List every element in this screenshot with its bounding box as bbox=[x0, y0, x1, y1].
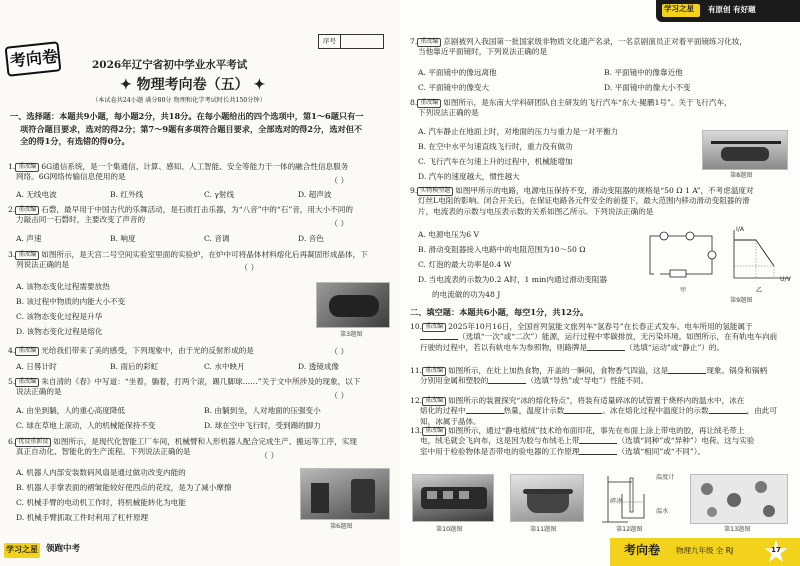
fig9-xlabel: U/V bbox=[780, 276, 791, 283]
q5-answer-paren: （ ） bbox=[330, 391, 349, 400]
question-1: 1. 重改编 6G通信系统，是一个集通信、计算、感知、人工智能、安全等能力于一体的融合性信息服务 网络。6G网络传输信息使用的是 bbox=[8, 162, 349, 182]
figure-13-caption: 第13题图 bbox=[724, 526, 751, 533]
question-6: 6. 优设重新设 如图所示，是现代化智能工厂车间，机械臂和人形机器人配合完成生产、搬运等工序，实现 真正自动化、智能化的生产流程。下列说法正确的是 bbox=[8, 437, 358, 457]
q9-option: A. 电源电压为6 V bbox=[418, 230, 480, 239]
q3-option: A. 该物态变化过程需要放热 bbox=[16, 282, 110, 291]
figure-13-flocked-fabric-image bbox=[690, 474, 788, 524]
q6-answer-paren: （ ） bbox=[260, 451, 279, 460]
q8-option: D. 汽车的速度越大，惯性越大 bbox=[418, 172, 520, 181]
figure-12-caption: 第12题图 bbox=[616, 526, 643, 533]
q7-option: B. 平面镜中的像靠近他 bbox=[604, 68, 683, 77]
q9-option: D. 当电流表的示数为0.2 A时，1 min内通过滑动变阻器 bbox=[418, 275, 608, 284]
figure-10-tram-image bbox=[412, 474, 494, 522]
q6-option: C. 机械手臂的电动机工作时，将机械能转化为电能 bbox=[16, 498, 186, 507]
q4-option: B. 雨后的彩虹 bbox=[110, 362, 159, 371]
q5-option: D. 球在空中飞行时，受到踢的脚力 bbox=[204, 421, 321, 430]
q7-option: C. 平面镜中的像变大 bbox=[418, 83, 490, 92]
question-5: 5. 重改编 朱自清的《春》中写道：“坐着，躺着，打两个滚，踢几脚球……”关于文中所涉及的现象，以下 说法正确的是 bbox=[8, 377, 361, 397]
q6-option: A. 机器人内部安装数码风扇是通过做功改变内能的 bbox=[16, 468, 186, 477]
page-number: 17 bbox=[771, 546, 781, 554]
q5-option: C. 球在草地上滚动，人的机械能保持不变 bbox=[16, 421, 156, 430]
q8-option: B. 在空中水平匀速直线飞行时，重力没有做功 bbox=[418, 142, 573, 151]
q6-option: B. 机器人手掌表面的褶皱能较好使西点的花纹，是为了减小摩擦 bbox=[16, 483, 232, 492]
header-slogan: 有原创 有好题 bbox=[708, 5, 756, 14]
footer-subtitle: 物理九年级 全 RJ bbox=[676, 546, 734, 555]
q3-option: D. 该物态变化过程是熔化 bbox=[16, 327, 103, 336]
question-8: 8. 重改编 如图所示，是东南大学科研团队自主研发的飞行汽车“东大·鲲鹏1号”。关于飞行汽车， 下列说法正确的是 bbox=[410, 98, 732, 118]
exam-note: （本试卷共24小题 满分80分 物理和化学考试时长共150分钟） bbox=[92, 97, 266, 104]
q5-option: B. 由躺到坐，人对地面的压强变小 bbox=[204, 406, 321, 415]
star-icon: ✦ bbox=[120, 77, 137, 93]
fig12-thermometer-label: 温度计 bbox=[656, 474, 675, 481]
right-header bbox=[656, 0, 800, 22]
section1-heading: 一、选择题：本题共9小题，每小题2分，共18分。在每小题给出的四个选项中，第1～6题只有一 项符合题目要求，选对的得2分；第7～9题有多项符合题目要求，全部选对的得2分，选对但不 全的得1分，有选错的得0分。 bbox=[10, 111, 364, 147]
q7-option: A. 平面镜中的像远离他 bbox=[418, 68, 497, 77]
question-2: 2. 重改编 石磬，最早用于中国古代的乐舞活动，是石质打击乐器，为“八音”中的“石”音，用大小不同的 力敲击同一石磬时，主要改变了声音的 bbox=[8, 205, 353, 225]
question-9: 9. 实物模型题 如图甲所示的电路，电源电压保持不变，滑动变阻器的规格是“50 Ω 1 A”，不考虑温度对 灯丝L电阻的影响。闭合开关后，在保证电路各元件安全的前提下，最大范围内移动滑动变阻器的滑 片，电流表的示数与电压表示数的关系如图乙所示。下列说法正确的是 bbox=[410, 186, 754, 216]
q2-answer-paren: （ ） bbox=[330, 219, 349, 228]
q5-option: A. 由坐到躺，人的重心高度降低 bbox=[16, 406, 126, 415]
figure-9-circuit-diagram bbox=[644, 226, 720, 286]
figure-9-caption: 第9题图 bbox=[730, 297, 753, 304]
q3-answer-paren: （ ） bbox=[240, 263, 259, 272]
left-footer bbox=[0, 540, 400, 566]
seat-label: 序号 bbox=[319, 35, 341, 48]
q3-option: C. 该物态变化过程是升华 bbox=[16, 312, 103, 321]
question-3: 3. 重改编 如图所示，是天宫二号空间实验室里面的实验炉，在炉中可将晶体材料熔化后再凝固形成晶体，下 列说法正确的是 bbox=[8, 250, 368, 270]
q4-option: D. 透镜成像 bbox=[298, 362, 340, 371]
fig9-jia-label: 甲 bbox=[680, 287, 687, 294]
q9-option: 的电流做的功为48 J bbox=[432, 290, 501, 299]
section2-heading: 二、填空题：本题共6小题，每空1分，共12分。 bbox=[410, 307, 589, 317]
q4-answer-paren: （ ） bbox=[330, 347, 349, 356]
fig12-water-label: 温水 bbox=[656, 508, 669, 515]
q2-option: A. 声速 bbox=[16, 234, 42, 243]
footer-series: 领跑中考 bbox=[46, 544, 81, 554]
q2-option: B. 响度 bbox=[110, 234, 136, 243]
question-10: 10. 重改编 2025年10月16日，全国首列氢能文旅列车“氢春号”在长春正式发车。电车所用的氢能属于 （选填“一次”或“二次”）能源，运行过程中零碳排放，无污染环境。如图所示，在有轨电车向前 行驶的过程中，若以有轨电车为参照物，则路牌是 （选填“运动”或“静止”）的。 bbox=[410, 322, 778, 352]
question-11: 11. 重改编 如图所示，在灶上加热食物，开盖的一瞬间，食物香气四溢，这是 现象。锅身和锅柄 分别用金属和塑胶的 （选填“导热”或“导电”）性能不同。 bbox=[410, 366, 768, 386]
star-icon: ✦ bbox=[248, 77, 266, 93]
figure-3-caption: 第3题图 bbox=[340, 331, 363, 338]
figure-3-furnace-image bbox=[316, 282, 390, 328]
q9-option: B. 滑动变阻器接入电路中的电阻范围为10～50 Ω bbox=[418, 245, 586, 254]
paper-title: ✦ 物理考向卷（五） ✦ bbox=[120, 77, 266, 93]
q2-option: C. 音调 bbox=[204, 234, 230, 243]
figure-6-factory-image bbox=[300, 468, 390, 520]
seat-number-box bbox=[318, 34, 384, 49]
footer-title: 考向卷 bbox=[624, 543, 661, 557]
figure-8-flying-car-image bbox=[702, 130, 788, 170]
question-12: 12. 重改编 如图所示的装置探究“冰的熔化特点”，将装有适量碎冰的试管置于烧杯内的温水中，冰在 熔化的过程中 热量，温度计示数 。冰在熔化过程中温度计的示数 ，由此可知，冰属于晶体。 bbox=[410, 396, 777, 426]
figure-8-caption: 第8题图 bbox=[730, 172, 753, 179]
figure-6-caption: 第6题图 bbox=[330, 523, 353, 530]
q8-option: A. 汽车静止在地面上时，对地面的压力与重力是一对平衡力 bbox=[418, 127, 619, 136]
q7-option: D. 平面镜中的像大小不变 bbox=[604, 83, 691, 92]
brand-logo-text: 考向卷 bbox=[9, 46, 59, 71]
question-4: 4. 重改编 光给我们带来了美的感受，下列现象中，由于光的反射形成的是 bbox=[8, 346, 254, 355]
q1-option: A. 无线电波 bbox=[16, 190, 57, 199]
q9-option: C. 灯泡的最大功率是0.4 W bbox=[418, 260, 512, 269]
exam-title: 2026年辽宁省初中学业水平考试 bbox=[92, 59, 248, 71]
q2-option: D. 音色 bbox=[298, 234, 324, 243]
q6-option: D. 机械手臂抓取工件时利用了杠杆原理 bbox=[16, 513, 149, 522]
figure-10-caption: 第10题图 bbox=[436, 526, 463, 533]
fig9-yi-label: 乙 bbox=[756, 287, 763, 294]
figure-11-caption: 第11题图 bbox=[530, 526, 557, 533]
q1-option: D. 超声波 bbox=[298, 190, 332, 199]
question-7: 7. 重改编 京剧被列入我国第一批国家级非物质文化遗产名录，一名京剧演员正对着平面镜练习化妆， 当他靠近平面镜时，下列说法正确的是 bbox=[410, 37, 748, 57]
q4-option: A. 日晷计时 bbox=[16, 362, 57, 371]
question-13: 13. 重改编 如图所示，通过“静电植绒”技术给布面印花，事先在布面上涂上带电的胶，再让绒毛带上 电，绒毛就会飞向布，这是因为胶与布绒毛上带 （选填“同种”或“异种”）电荷。这与实验 室中用于检验物体是否带电的验电器的工作原理 （选填“相同”或“不同”）。 bbox=[410, 426, 755, 456]
fig9-ylabel: I/A bbox=[736, 226, 745, 233]
brand-logo bbox=[6, 44, 60, 74]
q1-option: C. γ射线 bbox=[204, 190, 235, 199]
q1-answer-paren: （ ） bbox=[330, 176, 349, 185]
footer-brand: 学习之星 bbox=[6, 545, 38, 554]
q3-option: B. 该过程中物质的内能大小不变 bbox=[16, 297, 126, 306]
fig12-ice-label: 碎冰 bbox=[610, 498, 623, 505]
q1-option: B. 红外线 bbox=[110, 190, 144, 199]
figure-11-pot-image bbox=[510, 474, 584, 522]
right-footer bbox=[610, 538, 800, 566]
right-page bbox=[400, 0, 800, 566]
q4-option: C. 水中映月 bbox=[204, 362, 245, 371]
header-brand: 学习之星 bbox=[664, 4, 694, 13]
q8-option: C. 飞行汽车在匀速上升的过程中，机械能增加 bbox=[418, 157, 573, 166]
